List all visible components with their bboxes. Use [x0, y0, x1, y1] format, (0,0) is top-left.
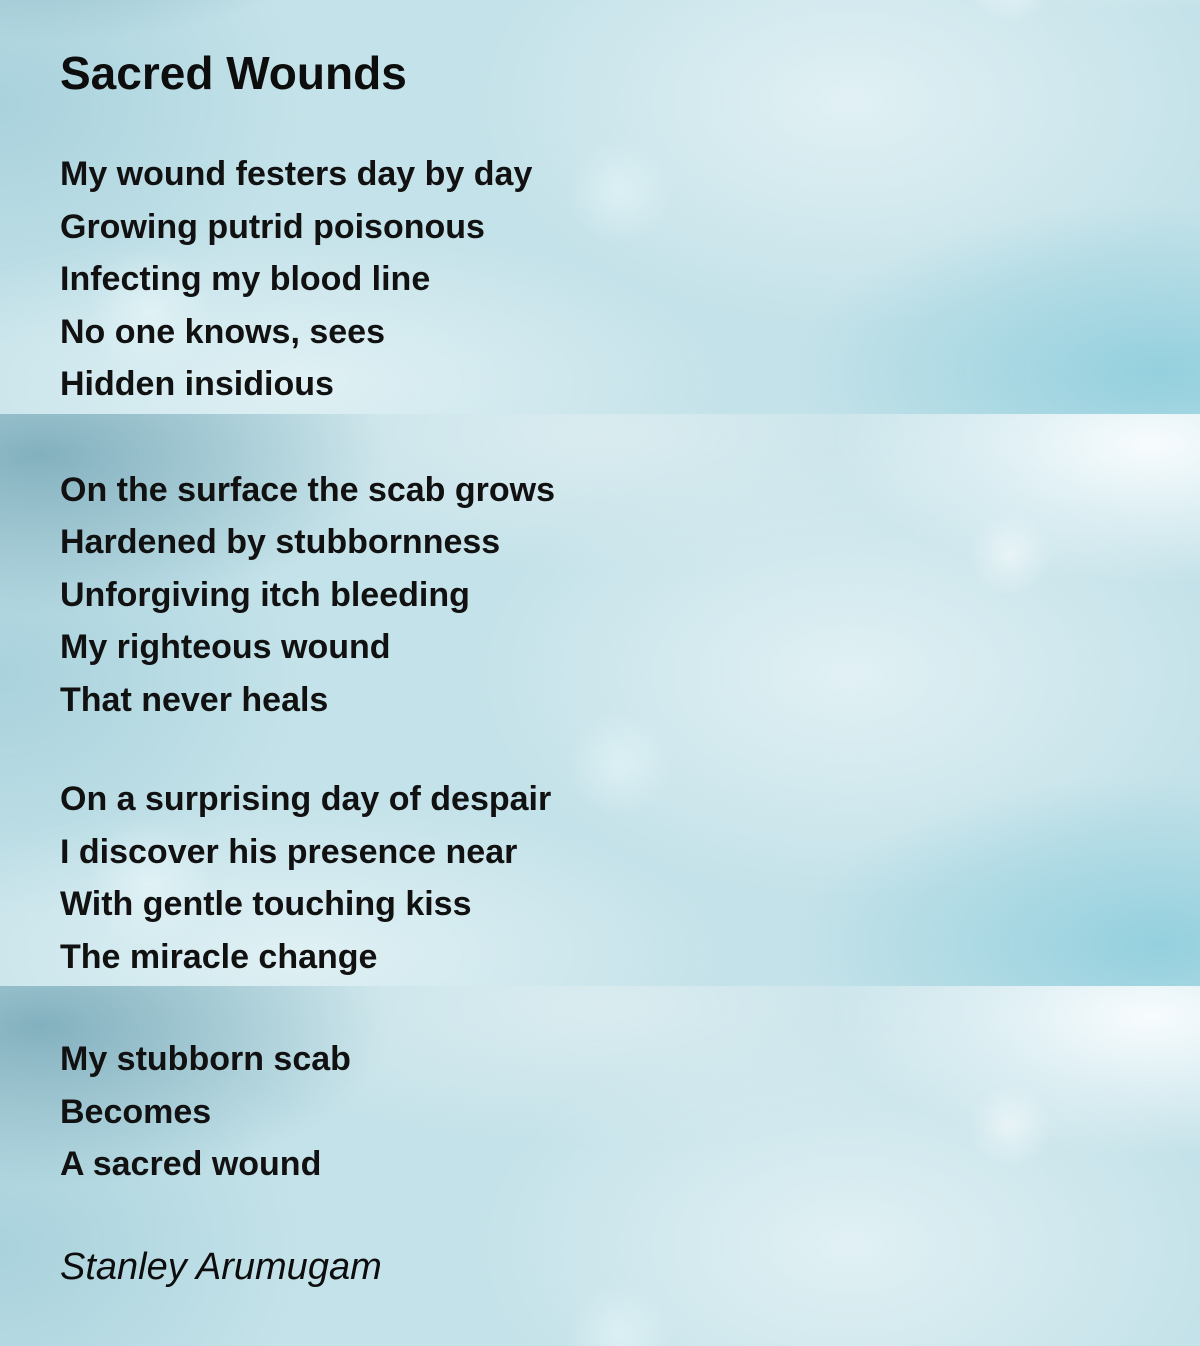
stanza — [60, 464, 1160, 727]
poem-title: Sacred Wounds — [60, 47, 407, 99]
poem-line: I discover his presence near — [60, 832, 518, 871]
poem-line: Becomes — [60, 1092, 212, 1131]
poem-line: Infecting my blood line — [60, 260, 431, 298]
poem-line: The miracle change — [60, 937, 378, 976]
stanza — [60, 1033, 1160, 1191]
poem-line: On the surface the scab grows — [60, 470, 556, 509]
poem-line: With gentle touching kiss — [60, 885, 472, 923]
poem-line: My righteous wound — [60, 628, 391, 666]
poem-line: Hidden insidious — [60, 365, 334, 403]
poem-line: Unforgiving itch bleeding — [60, 575, 470, 614]
stanza — [60, 148, 1160, 411]
poem-line: A sacred wound — [60, 1145, 322, 1183]
poem-author: Stanley Arumugam — [60, 1245, 382, 1288]
poem-line: Hardened by stubbornness — [60, 523, 501, 561]
poem-line: Growing putrid poisonous — [60, 207, 485, 246]
poem-line: No one knows, sees — [60, 312, 385, 351]
poem-line: My stubborn scab — [60, 1040, 351, 1078]
poem-line: That never heals — [60, 680, 329, 719]
stanza — [60, 773, 1160, 983]
poem-line: On a surprising day of despair — [60, 780, 552, 818]
poem-line: My wound festers day by day — [60, 155, 533, 193]
